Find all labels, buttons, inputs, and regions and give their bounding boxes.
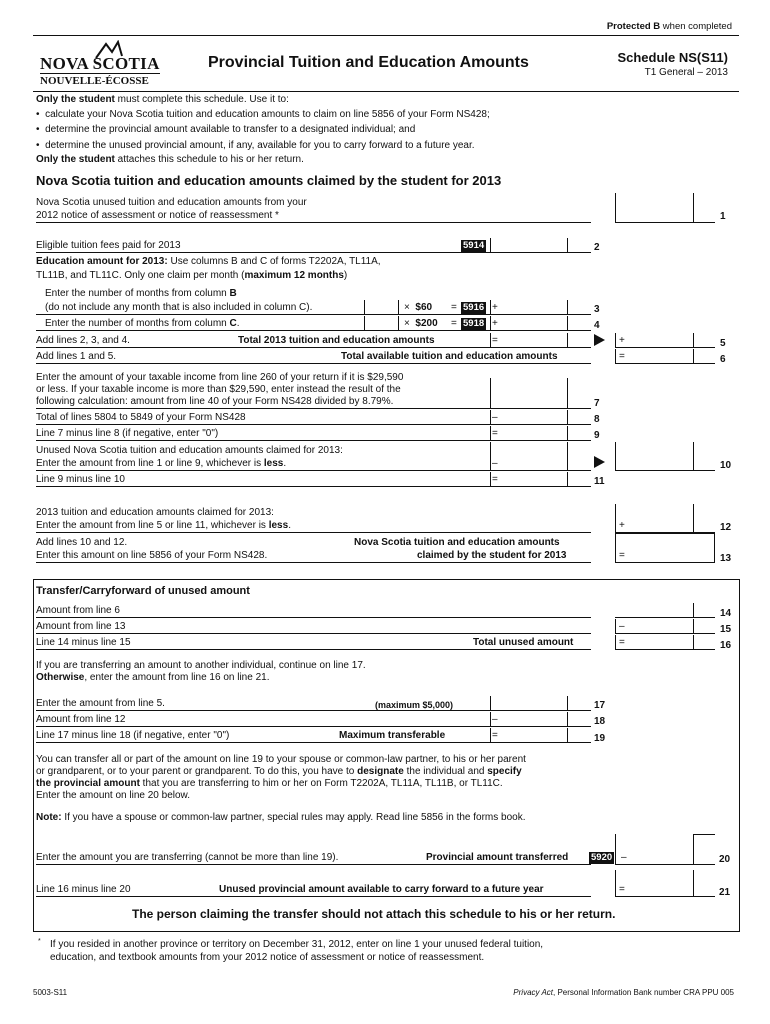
rule-line bbox=[40, 73, 160, 74]
field-divider bbox=[693, 333, 694, 348]
ops-plus: + bbox=[619, 520, 625, 531]
section1-times: × bbox=[404, 318, 410, 329]
field-divider bbox=[615, 442, 616, 471]
section1-r13c: Nova Scotia tuition and education amounts bbox=[354, 537, 560, 548]
section1-r11: Line 9 minus line 10 bbox=[36, 474, 125, 485]
field-divider bbox=[567, 378, 568, 409]
lines-l5: 5 bbox=[720, 338, 726, 349]
section1-r8: Total of lines 5804 to 5849 of your Form NS428 bbox=[36, 412, 246, 423]
header-protected-bold: Protected B bbox=[606, 21, 661, 32]
field-divider bbox=[490, 410, 491, 425]
field-divider bbox=[490, 333, 491, 348]
intro-l5-rest: attaches this schedule to his or her return. bbox=[114, 154, 304, 165]
lines-l6: 6 bbox=[720, 354, 726, 365]
rule-line bbox=[36, 408, 591, 409]
field-divider bbox=[615, 349, 616, 364]
intro-b3: determine the unused provincial amount, if any, available for you to carry forward to a future year. bbox=[45, 140, 475, 151]
section1-r6b: Total available tuition and education amounts bbox=[341, 351, 558, 362]
field-divider bbox=[364, 300, 365, 315]
rule-line bbox=[36, 864, 591, 865]
field-divider bbox=[490, 426, 491, 441]
field-divider bbox=[693, 349, 694, 364]
ops-equals: = bbox=[492, 335, 498, 346]
lines-l12: 12 bbox=[720, 522, 732, 533]
section1-r10b-c: . bbox=[283, 458, 287, 469]
section1-r7a: Enter the amount of your taxable income from line 260 of your return if it is $29,590 bbox=[36, 372, 404, 383]
code-5914: 5914 bbox=[463, 240, 485, 251]
section1-r3h-bold: Education amount for 2013: bbox=[36, 256, 168, 267]
rule-line bbox=[615, 649, 715, 650]
field-divider bbox=[490, 442, 491, 471]
header-logo-top: NOVA SCOTIA bbox=[40, 54, 160, 73]
section2-p2-b: designate bbox=[357, 766, 404, 777]
field-divider bbox=[693, 442, 694, 471]
lines-l19: 19 bbox=[594, 733, 606, 744]
rule-line bbox=[33, 35, 739, 36]
rule-line bbox=[33, 91, 739, 92]
field-divider bbox=[490, 378, 491, 409]
lines-l7: 7 bbox=[594, 398, 600, 409]
ops-equals: = bbox=[619, 637, 625, 648]
lines-l8: 8 bbox=[594, 414, 600, 425]
ops-equals: = bbox=[619, 550, 625, 561]
field-divider bbox=[490, 238, 491, 253]
field-divider bbox=[567, 316, 568, 331]
line1-field[interactable] bbox=[615, 222, 715, 223]
code-5918: 5918 bbox=[463, 318, 485, 329]
lines-l1: 1 bbox=[720, 211, 726, 222]
section1-r10a: Unused Nova Scotia tuition and education amounts claimed for 2013: bbox=[36, 445, 343, 456]
intro-line bbox=[36, 154, 304, 166]
section2-r17b: (maximum $5,000) bbox=[375, 700, 454, 710]
rule-line bbox=[36, 330, 591, 331]
lines-l3: 3 bbox=[594, 304, 600, 315]
section1-r3h2-a: TL11B, and TL11C. Only one claim per month ( bbox=[36, 270, 245, 281]
field-divider bbox=[567, 300, 568, 315]
intro-bullet: • determine the unused provincial amount, if any, available for you to carry forward to a future year. bbox=[36, 140, 475, 151]
section2-r20b: Provincial amount transferred bbox=[426, 852, 569, 863]
rule-line bbox=[36, 710, 591, 711]
field-divider bbox=[693, 635, 694, 650]
line20-field[interactable] bbox=[693, 834, 715, 865]
section1-r3h2-c: ) bbox=[343, 270, 348, 281]
section2-r17: Enter the amount from line 5. bbox=[36, 698, 165, 709]
field-divider bbox=[567, 728, 568, 743]
nova-scotia-logo bbox=[38, 40, 168, 88]
field-divider bbox=[693, 619, 694, 634]
ops-equals: = bbox=[451, 302, 457, 313]
ops-equals: = bbox=[492, 730, 498, 741]
section1-r10b-b: less bbox=[263, 458, 284, 469]
code-5920: 5920 bbox=[591, 852, 613, 863]
field-divider bbox=[693, 504, 694, 533]
section1-r5b: Total 2013 tuition and education amounts bbox=[238, 335, 435, 346]
intro-line bbox=[36, 94, 289, 106]
section1-r10b-a: Enter the amount from line 1 or line 9, whichever is bbox=[36, 458, 264, 469]
section1-r2: Eligible tuition fees paid for 2013 bbox=[36, 240, 181, 251]
intro-l1-rest: must complete this schedule. Use it to: bbox=[114, 94, 289, 105]
lines-l2: 2 bbox=[594, 242, 600, 253]
section1-r6: Add lines 1 and 5. bbox=[36, 351, 117, 362]
section1-r12a: 2013 tuition and education amounts claimed for 2013: bbox=[36, 507, 274, 518]
section2-p2-c: the individual and bbox=[403, 766, 488, 777]
rule-line bbox=[36, 424, 591, 425]
section1-r12b-c: . bbox=[288, 520, 291, 531]
lines-l10: 10 bbox=[720, 460, 732, 471]
privacy-notice bbox=[513, 988, 734, 997]
section2-heading: Transfer/Carryforward of unused amount bbox=[36, 585, 250, 597]
field-divider bbox=[567, 333, 568, 348]
section2-r19: Line 17 minus line 18 (if negative, enter "0") bbox=[36, 730, 230, 741]
section2-r21b: Unused provincial amount available to carry forward to a future year bbox=[219, 884, 544, 895]
section2-note-bold: Note: bbox=[36, 812, 62, 823]
lines-l17: 17 bbox=[594, 700, 606, 711]
ops-equals: = bbox=[619, 351, 625, 362]
rule-line bbox=[36, 347, 591, 348]
footnote: If you resided in another province or territory on December 31, 2012, enter on line 1 your unused federal tuition, bbox=[50, 939, 544, 950]
section2-i2-bold: Otherwise bbox=[36, 672, 85, 683]
rule-line bbox=[36, 486, 591, 487]
form-subtitle: T1 General – 2013 bbox=[644, 67, 728, 78]
rule-line bbox=[615, 617, 715, 618]
ops-plus: + bbox=[619, 335, 625, 346]
intro-bullet: • calculate your Nova Scotia tuition and education amounts to claim on line 5856 of your Form NS428; bbox=[36, 109, 490, 120]
section1-r1b: 2012 notice of assessment or notice of reassessment * bbox=[36, 210, 279, 221]
field-divider bbox=[490, 316, 491, 331]
rule-line bbox=[615, 470, 715, 471]
rule-line bbox=[615, 363, 715, 364]
section2-p3-b: that you are transferring to him or her on Form T2202A, TL11A, TL11B, or TL11C. bbox=[139, 778, 503, 789]
field-divider bbox=[693, 603, 694, 618]
rule-line bbox=[36, 532, 591, 533]
footer-privacy-rest: , Personal Information Bank number CRA PPU 005 bbox=[553, 988, 734, 997]
ops-equals: = bbox=[492, 428, 498, 439]
form-title: Provincial Tuition and Education Amounts bbox=[208, 54, 529, 71]
footnote-b: education, and textbook amounts from your 2012 notice of assessment or notice of reassessment. bbox=[50, 952, 485, 963]
lines-l18: 18 bbox=[594, 716, 606, 727]
field-divider bbox=[567, 712, 568, 727]
field-divider bbox=[490, 300, 491, 315]
lines-l14: 14 bbox=[720, 608, 732, 619]
arrow-right-icon bbox=[594, 456, 605, 468]
field-divider bbox=[615, 333, 616, 348]
section1-r3b: (do not include any month that is also included in column C). bbox=[45, 302, 313, 313]
field-divider bbox=[567, 442, 568, 471]
intro-l1-bold: Only the student bbox=[36, 94, 115, 105]
rule-line bbox=[615, 633, 715, 634]
intro-bullet: • determine the provincial amount available to transfer to a designated individual; and bbox=[36, 124, 416, 135]
line13-field[interactable] bbox=[615, 533, 715, 563]
field-divider bbox=[490, 728, 491, 743]
section1-r5: Add lines 2, 3, and 4. bbox=[36, 335, 130, 346]
rule-line bbox=[36, 363, 591, 364]
rule-line bbox=[36, 314, 591, 315]
section1-r13a: Add lines 10 and 12. bbox=[36, 537, 128, 548]
section1-rate3: $60 bbox=[415, 302, 433, 313]
section2-r20: Enter the amount you are transferring (cannot be more than line 19). bbox=[36, 852, 339, 863]
section1-r3h2-b: maximum 12 months bbox=[244, 270, 344, 281]
section1-r12b-a: Enter the amount from line 5 or line 11, whichever is bbox=[36, 520, 269, 531]
rule-line bbox=[36, 470, 591, 471]
section1-times: × bbox=[404, 302, 410, 313]
section2-p4: Enter the amount on line 20 below. bbox=[36, 790, 190, 801]
lines-l16: 16 bbox=[720, 640, 732, 651]
section2-p2-a: or grandparent, or to your parent or grandparent. To do this, you have to bbox=[36, 766, 358, 777]
field-divider bbox=[615, 635, 616, 650]
section1-rate4: $200 bbox=[415, 318, 438, 329]
rule-line bbox=[36, 649, 591, 650]
code-5916: 5916 bbox=[463, 302, 485, 313]
form-number: 5003-S11 bbox=[33, 988, 68, 997]
lines-l9: 9 bbox=[594, 430, 600, 441]
field-divider bbox=[490, 712, 491, 727]
lines-l13: 13 bbox=[720, 553, 732, 564]
intro-b1: calculate your Nova Scotia tuition and education amounts to claim on line 5856 of your Form NS428; bbox=[45, 109, 490, 120]
footnote-star: * bbox=[38, 938, 41, 945]
rule-line bbox=[36, 896, 591, 897]
section2-p1: You can transfer all or part of the amount on line 19 to your spouse or common-law partner, to his or her parent bbox=[36, 754, 526, 765]
field-divider bbox=[693, 193, 694, 223]
ops-minus: – bbox=[492, 714, 498, 725]
field-divider bbox=[615, 619, 616, 634]
section2-r21: Line 16 minus line 20 bbox=[36, 884, 131, 895]
section1-r13d: claimed by the student for 2013 bbox=[417, 550, 567, 561]
ops-minus: – bbox=[492, 458, 498, 469]
section1-r1a: Nova Scotia unused tuition and education amounts from your bbox=[36, 197, 307, 208]
ops-minus: – bbox=[492, 412, 498, 423]
ops-equals: = bbox=[619, 884, 625, 895]
section1-r3a-a: Enter the number of months from column bbox=[45, 288, 230, 299]
ops-minus: – bbox=[621, 852, 627, 863]
section1-r3h-rest: Use columns B and C of forms T2202A, TL11A, bbox=[167, 256, 381, 267]
ops-minus: – bbox=[619, 621, 625, 632]
field-divider bbox=[398, 316, 399, 331]
section1-r13b: Enter this amount on line 5856 of your Form NS428. bbox=[36, 550, 268, 561]
section1-r9: Line 7 minus line 8 (if negative, enter "0") bbox=[36, 428, 219, 439]
section2-p3-a: the provincial amount bbox=[36, 778, 140, 789]
section1-r4-b: C bbox=[229, 318, 237, 329]
field-divider bbox=[567, 696, 568, 711]
field-divider bbox=[398, 300, 399, 315]
header-protected-rest: when completed bbox=[660, 21, 732, 32]
section1-r7c: following calculation: amount from line 40 of your Form NS428 divided by 8.79%. bbox=[36, 396, 394, 407]
field-divider bbox=[615, 870, 616, 897]
field-divider bbox=[567, 426, 568, 441]
rule-line bbox=[36, 633, 591, 634]
field-divider bbox=[567, 410, 568, 425]
section2-r16: Line 14 minus line 15 bbox=[36, 637, 131, 648]
rule-line bbox=[36, 742, 591, 743]
arrow-right-icon bbox=[594, 334, 605, 346]
field-divider bbox=[567, 238, 568, 253]
rule-line bbox=[36, 252, 591, 253]
section2-note-rest: If you have a spouse or common-law partner, special rules may apply. Read line 5856 in the forms book. bbox=[61, 812, 526, 823]
lines-l20: 20 bbox=[719, 854, 731, 865]
section2-r14: Amount from line 6 bbox=[36, 605, 120, 616]
field-divider bbox=[364, 316, 365, 331]
section2-i1: If you are transferring an amount to another individual, continue on line 17. bbox=[36, 660, 366, 671]
rule-line bbox=[615, 347, 715, 348]
section1-heading: Nova Scotia tuition and education amounts claimed by the student for 2013 bbox=[36, 173, 502, 188]
field-divider bbox=[615, 193, 616, 223]
rule-line bbox=[36, 440, 591, 441]
rule-line bbox=[36, 222, 591, 223]
section1-r7b: or less. If your taxable income is more than $29,590, enter instead the result of the bbox=[36, 384, 401, 395]
section2-p2-d: specify bbox=[487, 766, 522, 777]
field-divider bbox=[490, 472, 491, 487]
rule-line bbox=[36, 617, 591, 618]
field-divider bbox=[615, 834, 616, 865]
footer-privacy-italic: Privacy Act bbox=[513, 988, 554, 997]
field-divider bbox=[490, 696, 491, 711]
intro-b2: determine the provincial amount available to transfer to a designated individual; and bbox=[45, 124, 416, 135]
lines-l11: 11 bbox=[594, 476, 605, 487]
ops-equals: = bbox=[492, 474, 498, 485]
intro-l5-bold: Only the student bbox=[36, 154, 115, 165]
section2-r18: Amount from line 12 bbox=[36, 714, 126, 725]
section1-r4-c: . bbox=[236, 318, 240, 329]
section1-r12b-b: less bbox=[268, 520, 289, 531]
field-divider bbox=[693, 870, 694, 897]
section1-r4-a: Enter the number of months from column bbox=[45, 318, 230, 329]
rule-line bbox=[615, 896, 715, 897]
rule-line bbox=[36, 726, 591, 727]
ops-plus: + bbox=[492, 318, 498, 329]
lines-l4: 4 bbox=[594, 320, 600, 331]
section2-i2-rest: , enter the amount from line 16 on line 21. bbox=[84, 672, 270, 683]
section2-r19b: Maximum transferable bbox=[339, 730, 446, 741]
rule-line bbox=[36, 562, 591, 563]
header-logo-bottom: NOUVELLE-ÉCOSSE bbox=[40, 75, 149, 87]
field-divider bbox=[615, 504, 616, 533]
protected-notice bbox=[607, 21, 732, 32]
final-statement: The person claiming the transfer should not attach this schedule to his or her return. bbox=[132, 907, 616, 921]
section1-r3a-b: B bbox=[229, 288, 237, 299]
ops-plus: + bbox=[492, 302, 498, 313]
schedule-number: Schedule NS(S11) bbox=[617, 50, 728, 65]
lines-l21: 21 bbox=[719, 887, 731, 898]
field-divider bbox=[567, 472, 568, 487]
ops-equals: = bbox=[451, 318, 457, 329]
lines-l15: 15 bbox=[720, 624, 732, 635]
section2-r15: Amount from line 13 bbox=[36, 621, 126, 632]
section2-r16b: Total unused amount bbox=[473, 637, 574, 648]
